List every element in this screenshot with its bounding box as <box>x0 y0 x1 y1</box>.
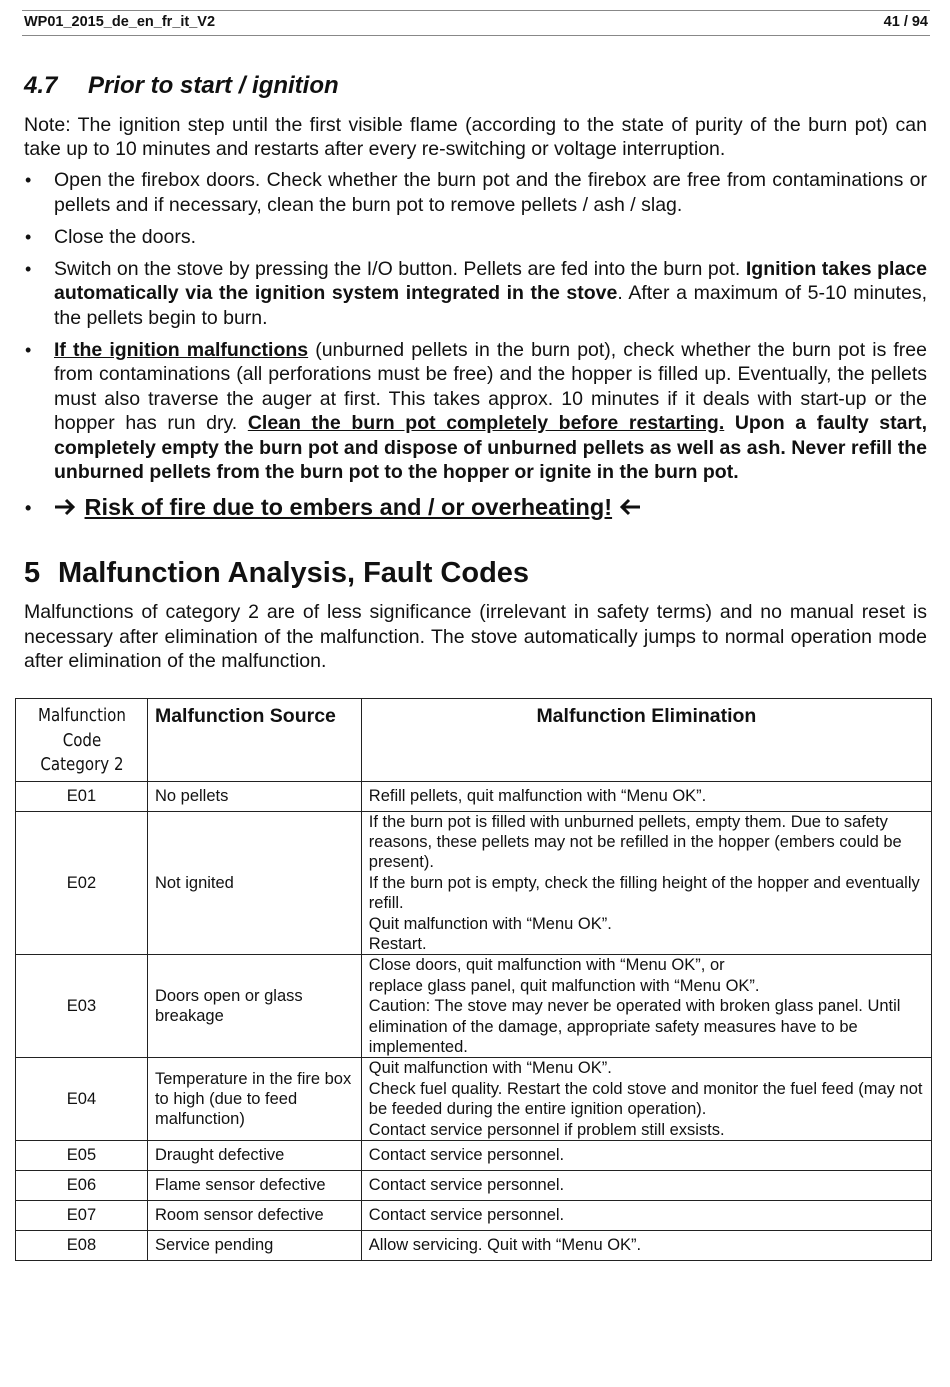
elimination-line: Contact service personnel. <box>368 1146 565 1165</box>
table-row <box>16 811 932 955</box>
bullet: • <box>25 498 32 518</box>
fault-source: No pellets <box>147 781 361 811</box>
fault-elimination <box>361 955 931 1058</box>
section-number: 4.7 <box>24 72 58 99</box>
fault-code: E08 <box>16 1231 148 1261</box>
elimination-line: Contact service personnel if problem still exsists. <box>368 1120 725 1139</box>
table-row <box>16 781 932 811</box>
page-number: 41 / 94 <box>883 14 928 30</box>
header-code <box>25 699 138 782</box>
bullet: • <box>25 258 32 279</box>
table-header-row <box>16 699 932 782</box>
section-title: Malfunction Analysis, Fault Codes <box>58 557 530 589</box>
fault-code: E04 <box>16 1058 148 1141</box>
step-item <box>24 338 927 485</box>
step-emphasis-underlined: Clean the burn pot completely before restarting. <box>247 412 725 434</box>
step-emphasis: Ignition takes place automatically via the ignition system integrated in the stove <box>54 257 927 304</box>
elimination-line: Quit malfunction with “Menu OK”. <box>368 914 612 933</box>
startup-steps-list <box>24 168 927 530</box>
header-code-line: Malfunction <box>37 706 126 726</box>
elimination-line: If the burn pot is filled with unburned pellets, empty them. Due to safety reasons, these pellets may not be refilled in the hopper (embers could be present). <box>368 812 902 872</box>
fault-elimination <box>361 1201 931 1231</box>
table-row <box>16 1141 932 1171</box>
arrow-left-icon <box>619 498 643 516</box>
fault-source: Draught defective <box>147 1141 361 1171</box>
step-text: . After a maximum of 5-10 minutes, the pellets begin to burn. <box>54 282 927 329</box>
fault-source: Service pending <box>147 1231 361 1261</box>
elimination-line: Close doors, quit malfunction with “Menu OK”, or <box>368 956 725 975</box>
fault-elimination <box>361 781 931 811</box>
elimination-line: Contact service personnel. <box>368 1206 565 1225</box>
step-item <box>24 257 927 331</box>
fire-risk-warning <box>24 492 927 522</box>
bullet: • <box>25 339 32 360</box>
arrow-right-icon <box>54 498 78 516</box>
elimination-line: If the burn pot is empty, check the filling height of the hopper and eventually refill. <box>368 873 920 913</box>
table-row <box>16 1058 932 1141</box>
fault-source: Temperature in the fire box to high (due to feed malfunction) <box>147 1058 361 1141</box>
document-id: WP01_2015_de_en_fr_it_V2 <box>24 14 216 30</box>
fault-code: E01 <box>16 781 148 811</box>
fault-code: E07 <box>16 1201 148 1231</box>
elimination-line: Caution: The stove may never be operated with broken glass panel. Until elimination of the damage, appropriate safety measures have to be implemented. <box>368 997 901 1056</box>
header-code-line: Category 2 <box>39 755 124 775</box>
fault-elimination <box>361 1171 931 1201</box>
header-source: Malfunction Source <box>147 699 361 782</box>
header-code-line: Code <box>62 730 101 751</box>
step-item <box>24 168 927 217</box>
elimination-line: replace glass panel, quit malfunction with “Menu OK”. <box>368 976 760 995</box>
elimination-line: Allow servicing. Quit with “Menu OK”. <box>368 1236 642 1255</box>
table-row <box>16 1201 932 1231</box>
step-item <box>24 225 927 250</box>
page-header <box>22 10 930 36</box>
fault-code: E05 <box>16 1141 148 1171</box>
section-heading-4-7 <box>24 70 339 102</box>
warning-text: Risk of fire due to embers and / or overheating! <box>84 494 613 520</box>
fault-elimination <box>361 811 931 955</box>
table-row <box>16 1171 932 1201</box>
step-lead: If the ignition malfunctions <box>54 338 309 361</box>
fault-code: E02 <box>16 811 148 955</box>
bullet: • <box>25 170 32 190</box>
header-elimination: Malfunction Elimination <box>361 699 931 782</box>
elimination-line: Contact service personnel. <box>368 1176 565 1195</box>
table-row <box>16 1231 932 1261</box>
fault-elimination <box>361 1141 931 1171</box>
section-5-intro: Malfunctions of category 2 are of less significance (irrelevant in safety terms) and no manual reset is necessary after elimination of the malfunction. The stove automatically jumps to normal operation mode after elimination of the malfunction. <box>24 601 927 672</box>
fault-source: Room sensor defective <box>147 1201 361 1231</box>
elimination-line: Check fuel quality. Restart the cold stove and monitor the fuel feed (may not be feeded during the entire ignition operation). <box>368 1079 923 1119</box>
step-text: Switch on the stove by pressing the I/O button. Pellets are fed into the burn pot. <box>54 257 746 280</box>
fault-source: Doors open or glass breakage <box>147 955 361 1058</box>
section-heading-5 <box>24 555 529 591</box>
section-title: Prior to start / ignition <box>88 72 339 99</box>
fault-source: Flame sensor defective <box>147 1171 361 1201</box>
step-emphasis: Upon a faulty start, completely empty the burn pot and dispose of unburned pellets as well as ash. Never refill the unburned pellets from the burn pot to the hopper or ignite in the burn pot. <box>54 412 927 483</box>
step-text: (unburned pellets in the burn pot), check whether the burn pot is free from contaminations (all perforations must be free) and the hopper is filled up. Eventually, the pellets must also traverse the auger at first. This takes approx. 10 minutes if it deals with start-up or the hopper has run dry. <box>54 338 927 434</box>
fault-code: E03 <box>16 955 148 1058</box>
elimination-line: Restart. <box>368 934 427 953</box>
fault-code-table <box>15 698 932 1261</box>
fault-source: Not ignited <box>147 811 361 955</box>
fault-code: E06 <box>16 1171 148 1201</box>
bullet: • <box>25 226 32 247</box>
step-text: Close the doors. <box>54 225 196 248</box>
section-number: 5 <box>24 557 41 589</box>
elimination-line: Refill pellets, quit malfunction with “Menu OK”. <box>368 786 707 805</box>
step-text: Open the firebox doors. Check whether the burn pot and the firebox are free from contaminations or pellets and if necessary, clean the burn pot to remove pellets / ash / slag. <box>54 169 927 216</box>
fault-elimination <box>361 1058 931 1141</box>
elimination-line: Quit malfunction with “Menu OK”. <box>368 1059 612 1078</box>
fault-elimination <box>361 1231 931 1261</box>
ignition-note: Note: The ignition step until the first visible flame (according to the state of purity of the burn pot) can take up to 10 minutes and restarts after every re-switching or voltage interruption. <box>24 114 927 160</box>
table-row <box>16 955 932 1058</box>
